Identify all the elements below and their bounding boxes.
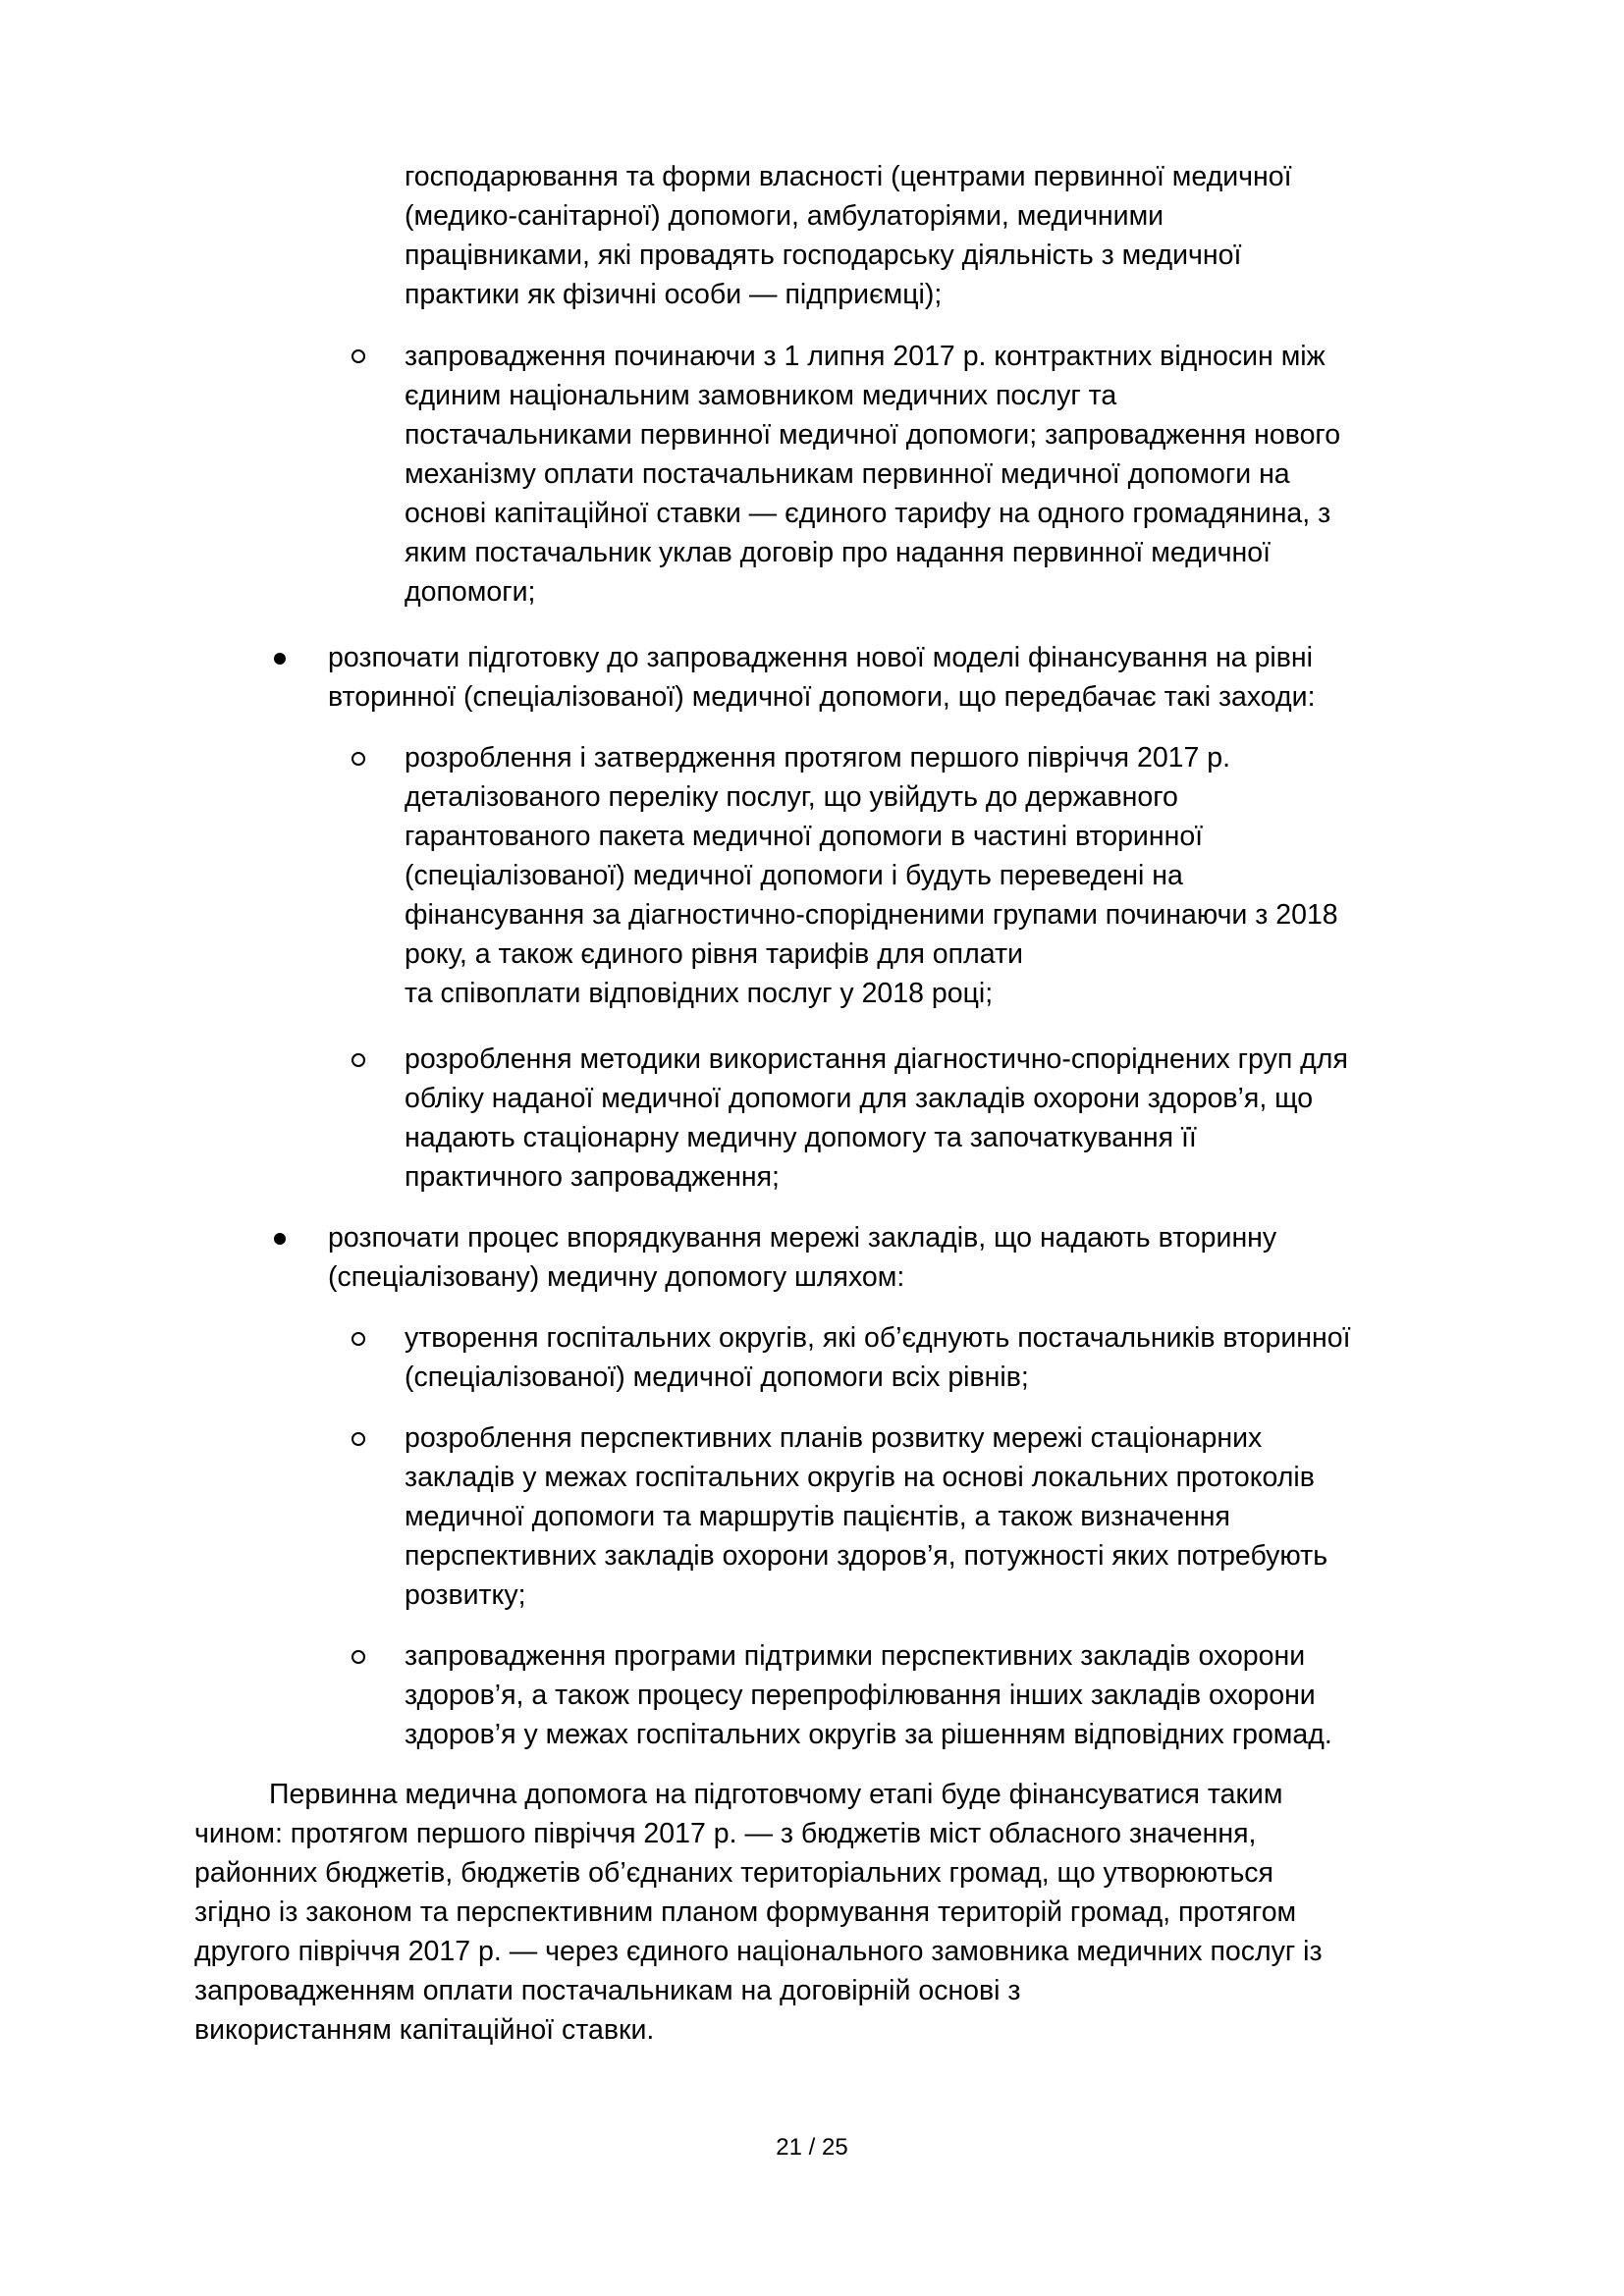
sub-item-line: та співоплати відповідних послуг у 2018 році; — [405, 978, 994, 1009]
sub-item-line: допомоги; — [405, 576, 536, 608]
bullet-item-line: (спеціалізовану) медичну допомогу шляхом: — [328, 1261, 905, 1293]
sub-item-line: перспективних закладів охорони здоров’я, потужності яких потребують — [405, 1540, 1328, 1572]
sub-item-line: утворення госпітальних округів, які об’єднують постачальників вторинної — [405, 1322, 1351, 1354]
sub-item-line: запровадження починаючи з 1 липня 2017 р. контрактних відносин між — [405, 341, 1326, 372]
sub-item-line: медичної допомоги та маршрутів пацієнтів, а також визначення — [405, 1501, 1230, 1532]
sub-bullet-marker — [352, 1650, 365, 1664]
sub-bullet-marker — [352, 1053, 365, 1067]
continuation-line: практики як фізичні особи — підприємці); — [405, 279, 943, 310]
sub-item-line: розроблення і затвердження протягом першого півріччя 2017 р. — [405, 742, 1231, 774]
sub-item-line: закладів у межах госпітальних округів на основі локальних протоколів — [405, 1462, 1315, 1493]
page-number: 21 / 25 — [776, 2134, 848, 2161]
sub-item-line: єдиним національним замовником медичних послуг та — [405, 380, 1117, 411]
continuation-line: господарювання та форми власності (центрами первинної медичної — [405, 161, 1292, 192]
paragraph-line: чином: протягом першого півріччя 2017 р. — з бюджетів міст обласного значення, — [194, 1818, 1257, 1849]
continuation-line: (медико-санітарної) допомоги, амбулаторіями, медичними — [405, 200, 1164, 232]
bullet-item-line: вторинної (спеціалізованої) медичної допомоги, що передбачає такі заходи: — [328, 681, 1316, 713]
sub-item-line: обліку наданої медичної допомоги для закладів охорони здоров’я, що — [405, 1083, 1314, 1114]
bullet-marker — [274, 653, 286, 665]
sub-item-line: основі капітаційної ставки — єдиного тарифу на одного громадянина, з — [405, 498, 1331, 529]
sub-bullet-marker — [352, 1432, 365, 1446]
continuation-line: працівниками, які провадять господарську діяльність з медичної — [405, 240, 1242, 271]
sub-item-line: деталізованого переліку послуг, що увійдуть до державного — [405, 781, 1178, 813]
sub-bullet-marker — [352, 349, 365, 363]
bullet-item-line: розпочати процес впорядкування мережі закладів, що надають вторинну — [328, 1222, 1277, 1254]
bullet-marker — [274, 1233, 286, 1245]
paragraph-line: районних бюджетів, бюджетів об’єднаних територіальних громад, що утворюються — [194, 1857, 1273, 1889]
sub-bullet-marker — [352, 752, 365, 766]
paragraph-line: використанням капітаційної ставки. — [194, 2014, 655, 2046]
paragraph-line: Первинна медична допомога на підготовчому етапі буде фінансуватися таким — [269, 1779, 1283, 1810]
sub-item-line: розроблення методики використання діагностично-споріднених груп для — [405, 1043, 1348, 1075]
sub-item-line: надають стаціонарну медичну допомогу та започаткування її — [405, 1122, 1197, 1153]
sub-item-line: здоров’я, а також процесу перепрофілювання інших закладів охорони — [405, 1680, 1316, 1711]
sub-item-line: постачальниками первинної медичної допомоги; запровадження нового — [405, 419, 1341, 451]
sub-item-line: здоров’я у межах госпітальних округів за рішенням відповідних громад. — [405, 1719, 1332, 1750]
sub-item-line: яким постачальник уклав договір про надання первинної медичної — [405, 537, 1271, 568]
sub-item-line: фінансування за діагностично-спорідненими групами починаючи з 2018 — [405, 899, 1338, 931]
sub-item-line: (спеціалізованої) медичної допомоги всіх рівнів; — [405, 1362, 1029, 1393]
sub-item-line: року, а також єдиного рівня тарифів для оплати — [405, 938, 1023, 970]
paragraph-line: запровадженням оплати постачальникам на договірній основі з — [194, 1975, 1021, 2006]
sub-item-line: механізму оплати постачальникам первинної медичної допомоги на — [405, 458, 1290, 490]
sub-item-line: розроблення перспективних планів розвитку мережі стаціонарних — [405, 1422, 1263, 1454]
bullet-item-line: розпочати підготовку до запровадження нової моделі фінансування на рівні — [328, 642, 1313, 673]
sub-item-line: запровадження програми підтримки перспективних закладів охорони — [405, 1640, 1306, 1672]
paragraph-line: другого півріччя 2017 р. — через єдиного національного замовника медичних послуг із — [194, 1936, 1323, 1967]
sub-item-line: практичного запровадження; — [405, 1161, 780, 1193]
sub-item-line: гарантованого пакета медичної допомоги в частині вторинної — [405, 821, 1204, 852]
sub-item-line: (спеціалізованої) медичної допомоги і будуть переведені на — [405, 860, 1183, 891]
sub-bullet-marker — [352, 1332, 365, 1346]
paragraph-line: згідно із законом та перспективним планом формування територій громад, протягом — [194, 1896, 1297, 1928]
sub-item-line: розвитку; — [405, 1579, 526, 1611]
